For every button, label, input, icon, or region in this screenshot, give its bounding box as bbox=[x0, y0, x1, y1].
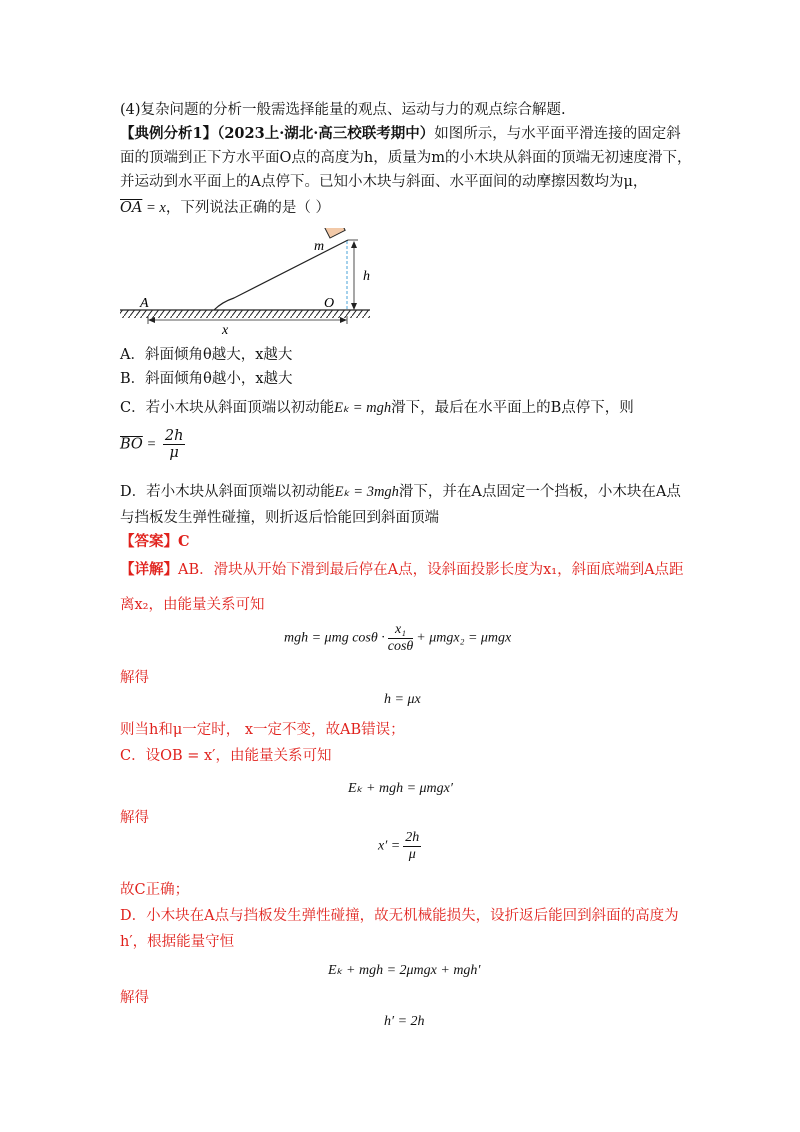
label-h: h bbox=[363, 269, 370, 284]
d-line-2: h′，根据能量守恒 bbox=[120, 934, 235, 950]
option-d-line-2: 与挡板发生弹性碰撞，则折返后恰能回到斜面顶端 bbox=[120, 510, 439, 526]
label-o: O bbox=[324, 296, 335, 311]
c-conclusion: 故C正确； bbox=[120, 882, 190, 898]
incline-figure bbox=[118, 228, 378, 338]
example-tag: 【典例分析1】 bbox=[120, 125, 218, 142]
segment-oa: $\overline{OA}$ bbox=[120, 200, 143, 216]
answer-line bbox=[120, 532, 190, 552]
label-m: m bbox=[314, 239, 325, 254]
example-question: ，下列说法正确的是（ ） bbox=[165, 200, 330, 216]
label-x: x bbox=[222, 323, 229, 338]
jiede-3: 解得 bbox=[120, 990, 149, 1006]
option-b: B．斜面倾角θ越小，x越大 bbox=[120, 371, 293, 387]
example-text-1: 如图所示，与水平面平滑连接的固定斜 bbox=[434, 126, 681, 142]
oa-equals-x: = x bbox=[142, 200, 166, 216]
jiede-1: 解得 bbox=[120, 670, 149, 686]
option-c-formula: $\overline{BO}$ = $\frac{2h}{\mu}$ bbox=[120, 428, 184, 461]
option-c-line-1: C．若小木块从斜面顶端以初动能Eₖ = mgh滑下，最后在水平面上的B点停下，则 bbox=[120, 400, 634, 416]
ab-conclusion: 则当h和μ一定时， x一定不变，故AB错误； bbox=[120, 722, 405, 738]
equation-6: h′ = 2h bbox=[384, 1014, 425, 1029]
equation-3: Eₖ + mgh = μmgx′ bbox=[348, 781, 453, 796]
jiede-2: 解得 bbox=[120, 810, 149, 826]
explanation-line-2: 离x₂，由能量关系可知 bbox=[120, 597, 265, 613]
answer-label: 【答案】 bbox=[120, 533, 178, 550]
example-source: （2023上·湖北·高三校联考期中） bbox=[217, 125, 435, 142]
answer-value: C bbox=[178, 533, 190, 550]
equation-5: Eₖ + mgh = 2μmgx + mgh′ bbox=[328, 963, 481, 978]
option-a: A．斜面倾角θ越大，x越大 bbox=[120, 347, 293, 363]
option-c-fraction: $\frac{2h}{\mu}$ bbox=[164, 428, 184, 461]
example-line-1 bbox=[120, 124, 681, 144]
equation-1: mgh = μmg cosθ · $\frac{\text{x₁}}{\cos\theta}$ + μmgx₂ = μmgx bbox=[284, 622, 512, 654]
explanation-label: 【详解】 bbox=[120, 561, 178, 578]
example-line-2: 面的顶端到正下方水平面O点的高度为h，质量为m的小木块从斜面的顶端无初速度滑下， bbox=[120, 150, 692, 166]
ground bbox=[120, 310, 370, 318]
option-d-ek: Eₖ = 3mgh bbox=[334, 484, 399, 500]
explanation-line-1: 【详解】AB．滑块从开始下滑到最后停在A点，设斜面投影长度为x₁，斜面底端到A点距 bbox=[120, 561, 684, 578]
intro-line: (4)复杂问题的分析一般需选择能量的观点、运动与力的观点综合解题. bbox=[120, 102, 566, 118]
option-d-line-1: D．若小木块从斜面顶端以初动能Eₖ = 3mgh滑下，并在A点固定一个挡板，小木块在A点 bbox=[120, 484, 681, 500]
d-line-1: D．小木块在A点与挡板发生弹性碰撞，故无机械能损失，设折返后能回到斜面的高度为 bbox=[120, 908, 679, 924]
option-c-ek: Eₖ = mgh bbox=[334, 400, 392, 416]
wood-block bbox=[324, 228, 346, 238]
example-line-4 bbox=[120, 198, 330, 218]
example-line-3: 并运动到水平面上的A点停下。已知小木块与斜面、水平面间的动摩擦因数均为μ， bbox=[120, 174, 648, 190]
c-line: C．设OB = x′，由能量关系可知 bbox=[120, 748, 332, 764]
segment-bo: $\overline{BO}$ bbox=[120, 436, 143, 453]
equation-2: h = μx bbox=[384, 692, 421, 707]
equation-4: x′ = $\frac{2h}{\mu}$ bbox=[378, 830, 420, 862]
label-a: A bbox=[140, 296, 149, 311]
